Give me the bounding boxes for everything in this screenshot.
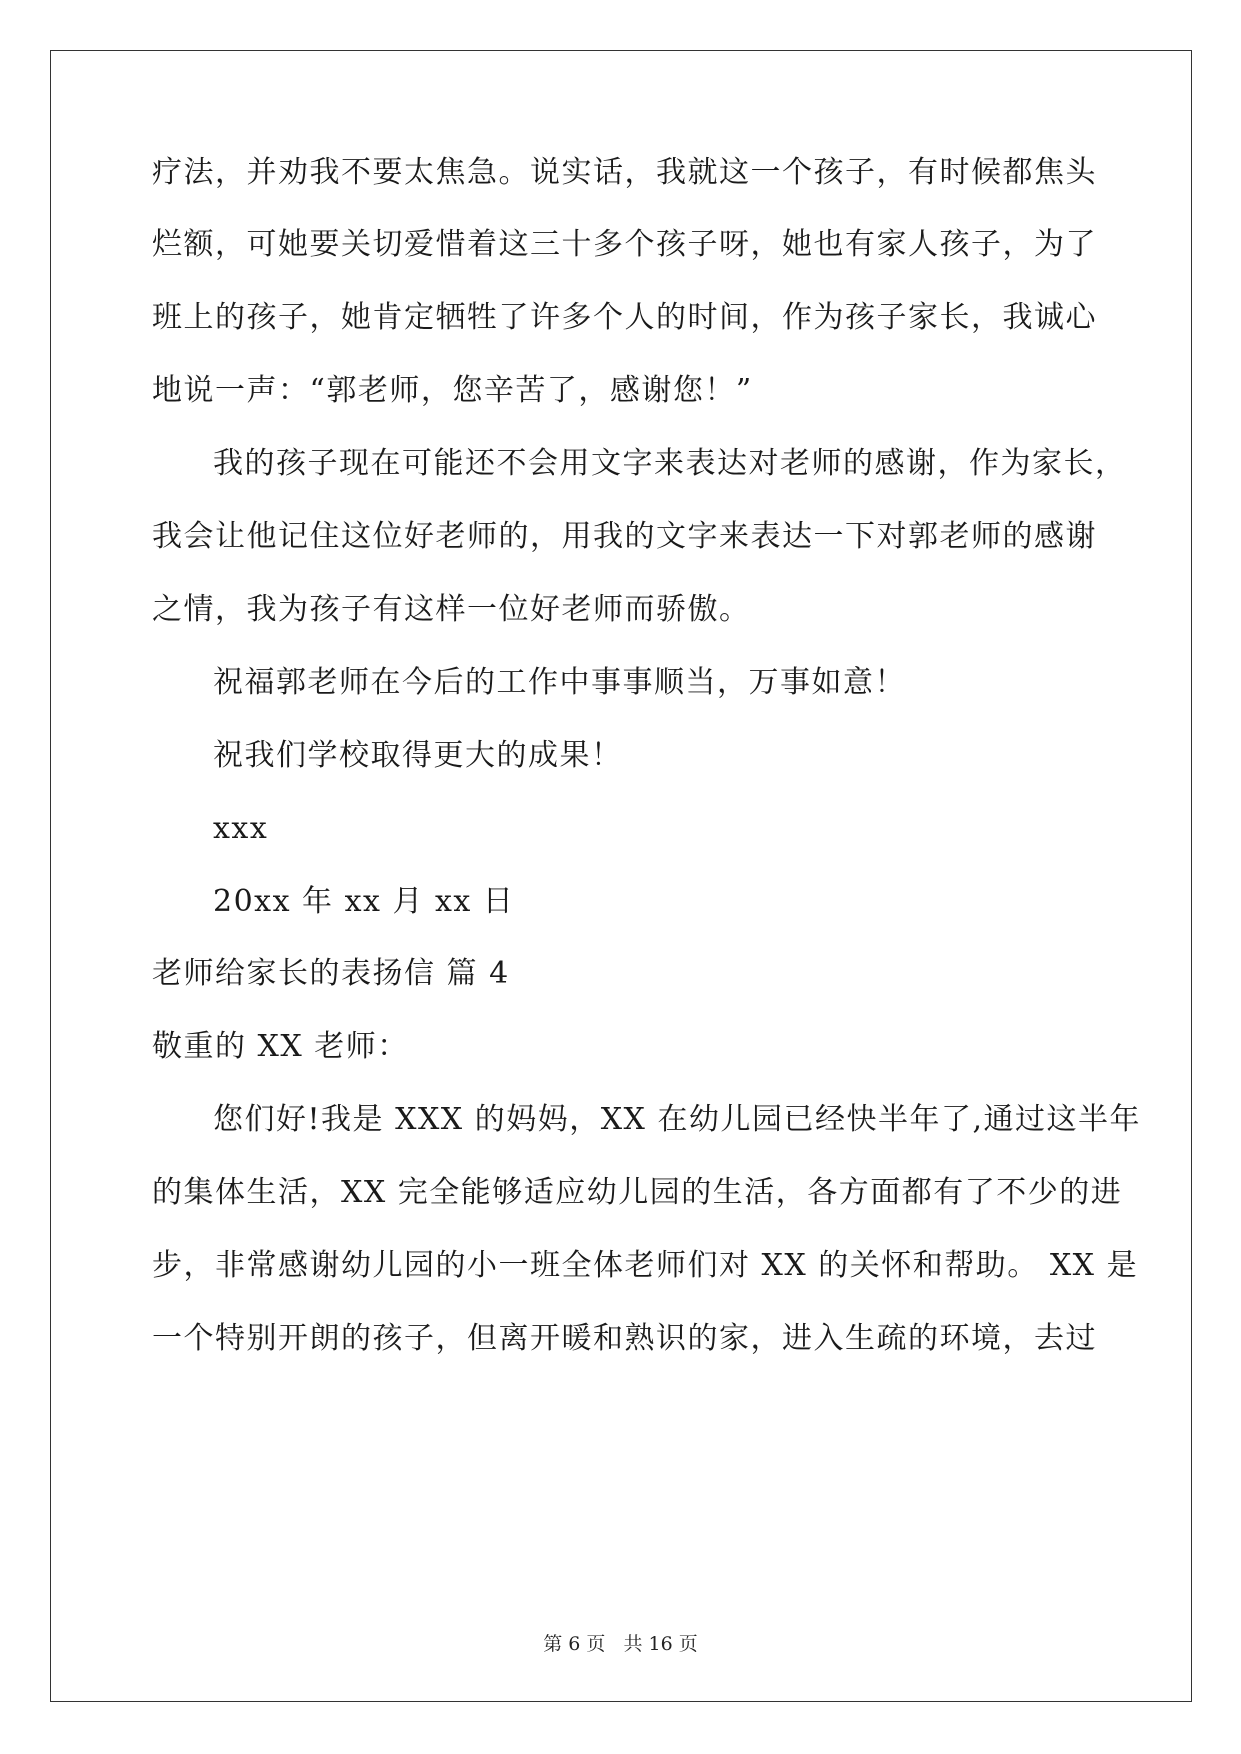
page-number-current: 第 6 页 <box>543 1633 606 1655</box>
section-heading: 老师给家长的表扬信 篇 4 <box>152 956 510 991</box>
body-line-7: 之情，我为孩子有这样一位好老师而骄傲。 <box>152 592 751 627</box>
body-line-15: 的集体生活，XX 完全能够适应幼儿园的生活，各方面都有了不少的进 <box>152 1175 1123 1210</box>
signature-date: 20xx 年 xx 月 xx 日 <box>213 884 515 919</box>
body-line-17: 一个特别开朗的孩子，但离开暖和熟识的家，进入生疏的环境，去过 <box>152 1321 1097 1356</box>
body-line-4: 地说一声：“郭老师，您辛苦了，感谢您！” <box>152 373 753 408</box>
paragraph-start-line: 我的孩子现在可能还不会用文字来表达对老师的感谢，作为家长， <box>213 446 1127 481</box>
signature-name: xxx <box>213 811 269 846</box>
blessing-line-2: 祝我们学校取得更大的成果！ <box>213 738 623 773</box>
body-line-2: 烂额，可她要关切爱惜着这三十多个孩子呀，她也有家人孩子，为了 <box>152 227 1097 262</box>
body-line-16: 步，非常感谢幼儿园的小一班全体老师们对 XX 的关怀和帮助。 XX 是 <box>152 1248 1139 1283</box>
blessing-line-1: 祝福郭老师在今后的工作中事事顺当，万事如意！ <box>213 665 906 700</box>
body-line-6: 我会让他记住这位好老师的，用我的文字来表达一下对郭老师的感谢 <box>152 519 1097 554</box>
body-line-3: 班上的孩子，她肯定牺牲了许多个人的时间，作为孩子家长，我诚心 <box>152 300 1097 335</box>
page-footer <box>0 1632 1241 1656</box>
page-number-total: 共 16 页 <box>623 1633 698 1655</box>
paragraph-start-line: 您们好!我是 XXX 的妈妈，XX 在幼儿园已经快半年了,通过这半年 <box>213 1102 1141 1137</box>
salutation: 敬重的 XX 老师： <box>152 1029 409 1064</box>
body-line-1: 疗法，并劝我不要太焦急。说实话，我就这一个孩子，有时候都焦头 <box>152 155 1097 190</box>
